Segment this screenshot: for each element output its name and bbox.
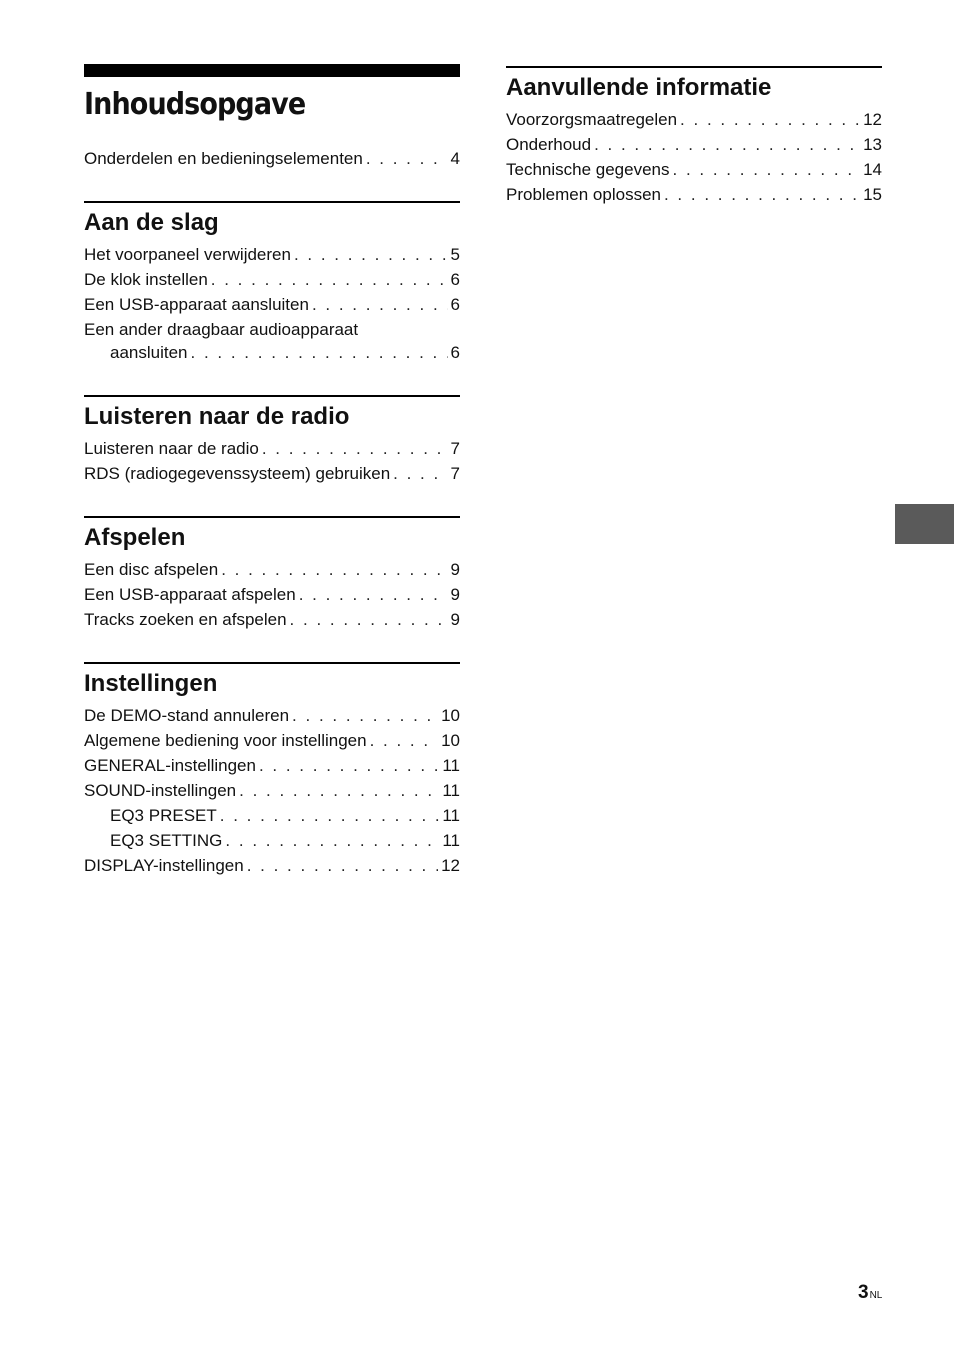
dot-leader: [191, 340, 448, 365]
toc-entry[interactable]: [84, 703, 460, 728]
toc-entry-multiline[interactable]: [84, 317, 460, 365]
section-aan-de-slag: [84, 201, 460, 365]
toc-subentry[interactable]: [84, 803, 460, 828]
toc-entry-page: 7: [450, 464, 460, 483]
right-column: [506, 66, 882, 207]
dot-leader: [366, 146, 448, 171]
dot-leader: [292, 703, 438, 728]
toc-entry[interactable]: [84, 582, 460, 607]
dot-leader: [259, 753, 439, 778]
dot-leader: [294, 242, 448, 267]
toc-entry[interactable]: [84, 728, 460, 753]
toc-entry-label: Voorzorgsmaatregelen: [506, 110, 678, 129]
toc-entry-label: Onderhoud: [506, 135, 592, 154]
toc-entry-page: 14: [863, 160, 882, 179]
toc-entry[interactable]: [84, 267, 460, 292]
toc-entry-page: 6: [450, 343, 460, 362]
dot-leader: [393, 461, 447, 486]
toc-entry[interactable]: [84, 242, 460, 267]
section-title: Aan de slag: [84, 209, 219, 236]
toc-entry-line2: [84, 340, 460, 365]
toc-entry[interactable]: [84, 753, 460, 778]
toc-entry-page: 5: [450, 245, 460, 264]
dot-leader: [247, 853, 438, 878]
dot-leader: [290, 607, 448, 632]
toc-entry-page: 11: [442, 756, 460, 775]
dot-leader: [370, 728, 438, 753]
section-rule: [84, 395, 460, 397]
toc-entry-label: De DEMO-stand annuleren: [84, 706, 290, 725]
toc-entry[interactable]: [84, 436, 460, 461]
toc-entry-label: DISPLAY-instellingen: [84, 856, 244, 875]
toc-entry-page: 11: [442, 806, 460, 825]
dot-leader: [239, 778, 439, 803]
toc-entry[interactable]: [84, 853, 460, 878]
toc-entry-label: Een USB-apparaat afspelen: [84, 585, 296, 604]
toc-entry-page: 9: [450, 585, 460, 604]
toc-entry-label: GENERAL-instellingen: [84, 756, 256, 775]
toc-entry-label-line1: Een ander draagbaar audioapparaat: [84, 320, 359, 339]
toc-entry-intro[interactable]: [84, 146, 460, 171]
title-bar: [84, 64, 460, 77]
toc-entry-label: Een disc afspelen: [84, 560, 219, 579]
toc-entry-page: 11: [442, 831, 460, 850]
section-rule: [84, 516, 460, 518]
left-column: [84, 64, 460, 878]
toc-entry-page: 9: [450, 610, 460, 629]
toc-entry-page: 13: [863, 135, 882, 154]
dot-leader: [221, 557, 447, 582]
dot-leader: [594, 132, 860, 157]
dot-leader: [220, 803, 440, 828]
page-title: Inhoudsopgave: [84, 87, 306, 122]
section-title: Afspelen: [84, 524, 186, 551]
toc-entry-label: Technische gegevens: [506, 160, 670, 179]
toc-entry-page: 6: [450, 270, 460, 289]
page-number-value: 3: [858, 1282, 869, 1303]
section-title: Instellingen: [84, 670, 218, 697]
page-number-suffix: NL: [869, 1290, 883, 1301]
page-number: [858, 1282, 882, 1304]
toc-entry[interactable]: [506, 107, 882, 132]
dot-leader: [299, 582, 448, 607]
section-rule: [84, 201, 460, 203]
toc-entry-page: 12: [441, 856, 460, 875]
toc-entry-label: Algemene bediening voor instellingen: [84, 731, 367, 750]
section-title: Luisteren naar de radio: [84, 403, 350, 430]
toc-entry[interactable]: [506, 182, 882, 207]
dot-leader: [312, 292, 448, 317]
section-title: Aanvullende informatie: [506, 74, 772, 101]
toc-subentry[interactable]: [84, 828, 460, 853]
toc-entry[interactable]: [506, 132, 882, 157]
section-rule: [506, 66, 882, 68]
toc-entry-label: Een USB-apparaat aansluiten: [84, 295, 309, 314]
toc-entry-page: 9: [450, 560, 460, 579]
section-afspelen: [84, 516, 460, 632]
section-instellingen: [84, 662, 460, 878]
toc-entry-label: Luisteren naar de radio: [84, 439, 259, 458]
language-side-tab: [895, 504, 954, 544]
toc-entry-label: Tracks zoeken en afspelen: [84, 610, 287, 629]
dot-leader: [664, 182, 860, 207]
toc-entry-label: EQ3 PRESET: [110, 806, 217, 825]
toc-entry-label: aansluiten: [110, 343, 188, 362]
section-rule: [84, 662, 460, 664]
dot-leader: [211, 267, 448, 292]
toc-entry-page: 6: [450, 295, 460, 314]
toc-entry[interactable]: [506, 157, 882, 182]
toc-entry[interactable]: [84, 607, 460, 632]
toc-entry-page: 4: [450, 149, 460, 168]
toc-entry-label: RDS (radiogegevenssysteem) gebruiken: [84, 464, 391, 483]
dot-leader: [673, 157, 861, 182]
toc-entry[interactable]: [84, 557, 460, 582]
toc-entry-page: 7: [450, 439, 460, 458]
dot-leader: [262, 436, 448, 461]
toc-entry[interactable]: [84, 778, 460, 803]
toc-entry[interactable]: [84, 292, 460, 317]
toc-entry-label: EQ3 SETTING: [110, 831, 223, 850]
toc-entry-page: 10: [441, 731, 460, 750]
dot-leader: [225, 828, 439, 853]
toc-entry-label: Het voorpaneel verwijderen: [84, 245, 291, 264]
dot-leader: [680, 107, 860, 132]
toc-entry-page: 10: [441, 706, 460, 725]
section-aanvullende-informatie: [506, 66, 882, 207]
toc-entry-label: Problemen oplossen: [506, 185, 661, 204]
toc-entry-label: SOUND-instellingen: [84, 781, 237, 800]
toc-entry-label: De klok instellen: [84, 270, 208, 289]
toc-entry-page: 15: [863, 185, 882, 204]
toc-entry-page: 11: [442, 781, 460, 800]
toc-entry-page: 12: [863, 110, 882, 129]
toc-entry[interactable]: [84, 461, 460, 486]
toc-entry-label: Onderdelen en bedieningselementen: [84, 149, 363, 168]
section-luisteren-naar-de-radio: [84, 395, 460, 486]
